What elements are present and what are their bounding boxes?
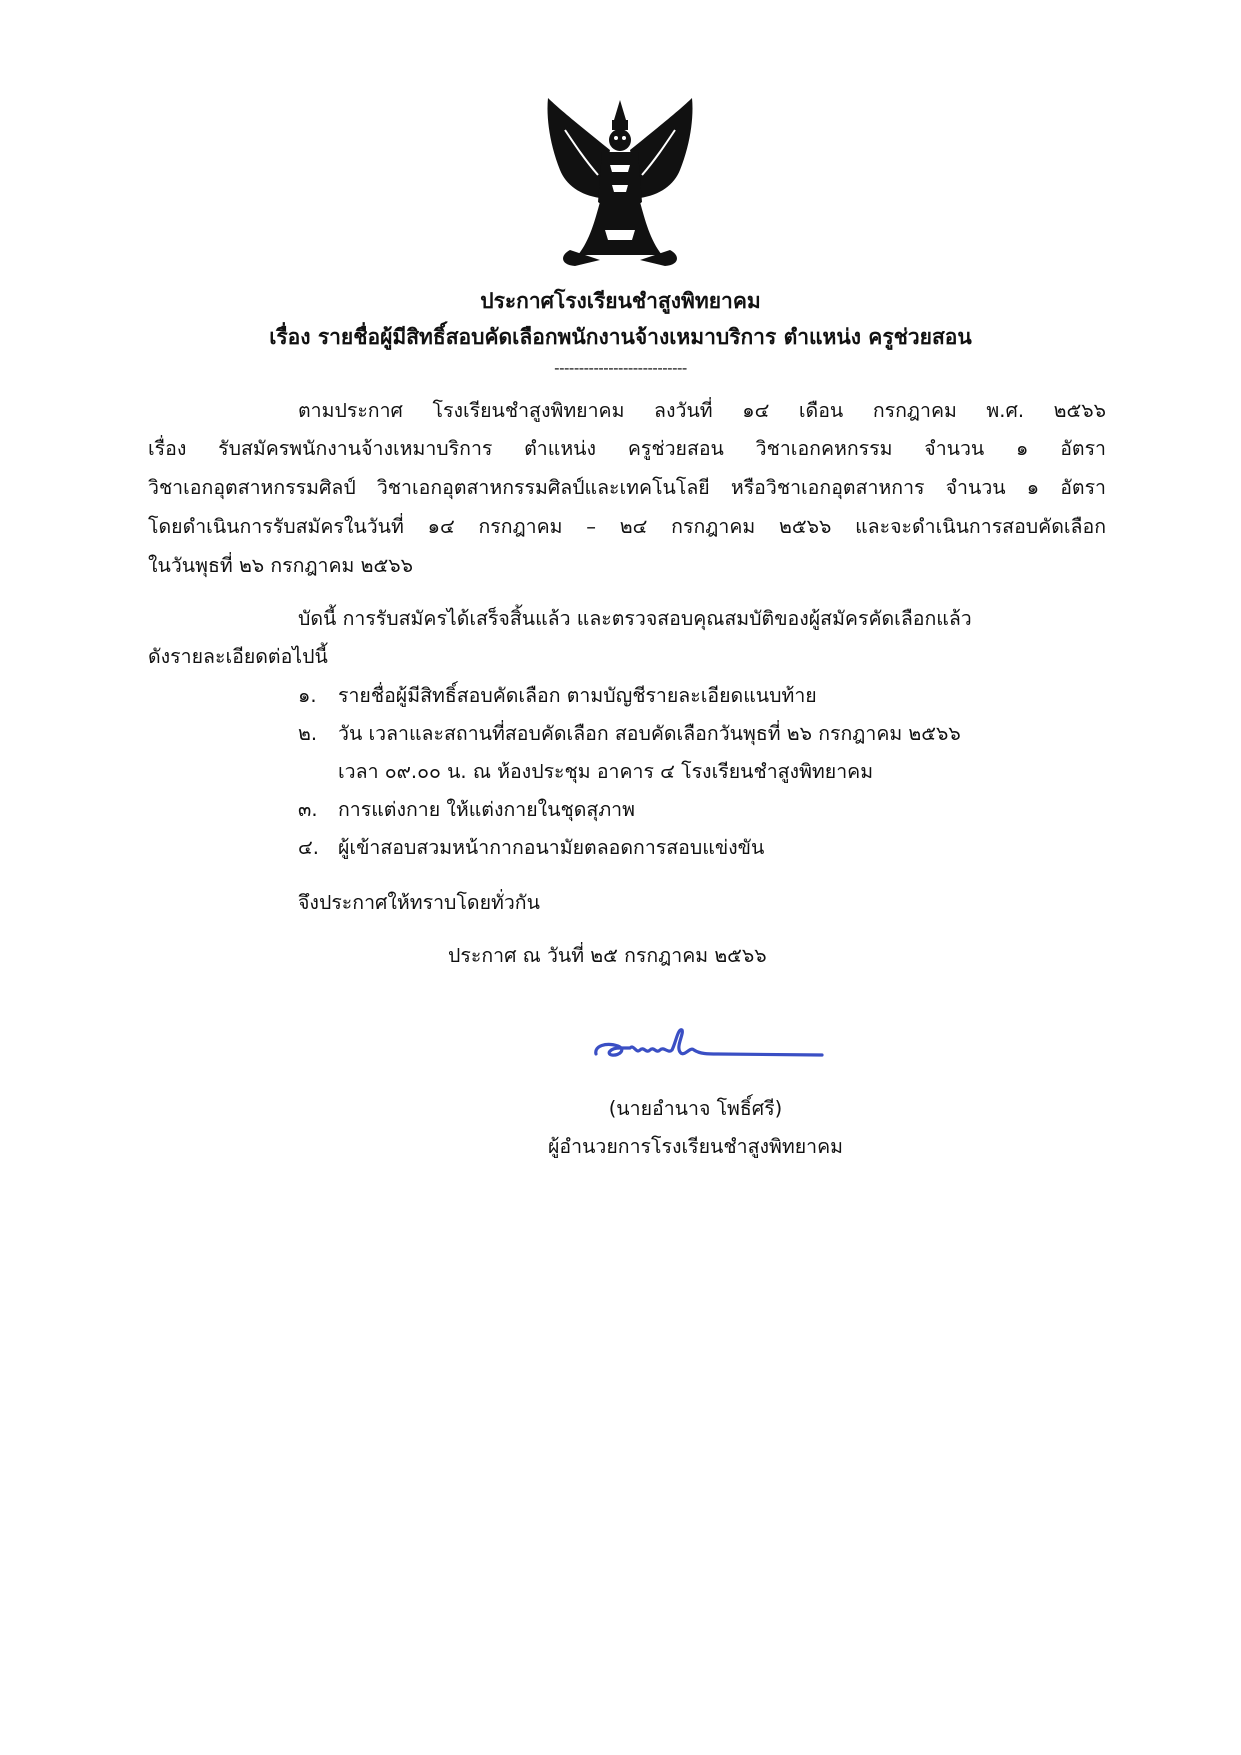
paragraph1-line-5: ในวันพุธที่ ๒๖ กรกฎาคม ๒๕๖๖	[148, 554, 413, 577]
list-item	[298, 832, 764, 863]
list-item	[298, 680, 817, 711]
signer-name: (นายอำนาจ โพธิ์ศรี)	[608, 1097, 783, 1120]
list-item-number: ๔.	[298, 836, 319, 859]
paragraph2-line-2: ดังรายละเอียดต่อไปนี้	[148, 645, 328, 668]
paragraph1-line-3: วิชาเอกอุตสาหกรรมศิลป์ วิชาเอกอุตสาหกรรมศิลป์และเทคโนโลยี หรือวิชาเอกอุตสาหการ จำนวน ๑ อัตรา	[148, 476, 1106, 499]
list-item	[298, 794, 635, 825]
list-item-text: การแต่งกาย ให้แต่งกายในชุดสุภาพ	[338, 798, 635, 821]
title-divider: ---------------------------	[554, 359, 687, 377]
list-item-number: ๓.	[298, 798, 318, 821]
signer-position: ผู้อำนวยการโรงเรียนชำสูงพิทยาคม	[548, 1135, 843, 1158]
paragraph1-line-1: ตามประกาศ โรงเรียนชำสูงพิทยาคม ลงวันที่ ๑๔ เดือน กรกฎาคม พ.ศ. ๒๕๖๖	[298, 399, 1106, 422]
handwritten-signature	[590, 1020, 830, 1070]
paragraph2-line-1: บัดนี้ การรับสมัครได้เสร็จสิ้นแล้ว และตรวจสอบคุณสมบัติของผู้สมัครคัดเลือกแล้ว	[298, 607, 972, 630]
list-item-text: รายชื่อผู้มีสิทธิ์สอบคัดเลือก ตามบัญชีรายละเอียดแนบท้าย	[338, 684, 817, 707]
list-item-number: ๑.	[298, 684, 317, 707]
list-item-text: วัน เวลาและสถานที่สอบคัดเลือก สอบคัดเลือกวันพุธที่ ๒๖ กรกฎาคม ๒๕๖๖	[338, 722, 961, 745]
announcement-date: ประกาศ ณ วันที่ ๒๕ กรกฎาคม ๒๕๖๖	[448, 944, 767, 967]
closing-statement: จึงประกาศให้ทราบโดยทั่วกัน	[298, 891, 540, 914]
paragraph1-line-2: เรื่อง รับสมัครพนักงานจ้างเหมาบริการ ตำแหน่ง ครูช่วยสอน วิชาเอกคหกรรม จำนวน ๑ อัตรา	[148, 437, 1106, 460]
announcement-title: ประกาศโรงเรียนชำสูงพิทยาคม	[480, 289, 761, 313]
garuda-emblem-icon	[540, 90, 700, 270]
paragraph1-line-4: โดยดำเนินการรับสมัครในวันที่ ๑๔ กรกฎาคม – ๒๔ กรกฎาคม ๒๕๖๖ และจะดำเนินการสอบคัดเลือก	[148, 515, 1106, 538]
list-item-text: ผู้เข้าสอบสวมหน้ากากอนามัยตลอดการสอบแข่งขัน	[338, 836, 765, 859]
list-item-number: ๒.	[298, 722, 318, 745]
list-item	[298, 718, 961, 749]
announcement-subject: เรื่อง รายชื่อผู้มีสิทธิ์สอบคัดเลือกพนักงานจ้างเหมาบริการ ตำแหน่ง ครูช่วยสอน	[269, 325, 972, 349]
list-item-continuation: เวลา ๐๙.๐๐ น. ณ ห้องประชุม อาคาร ๔ โรงเรียนชำสูงพิทยาคม	[338, 760, 874, 783]
